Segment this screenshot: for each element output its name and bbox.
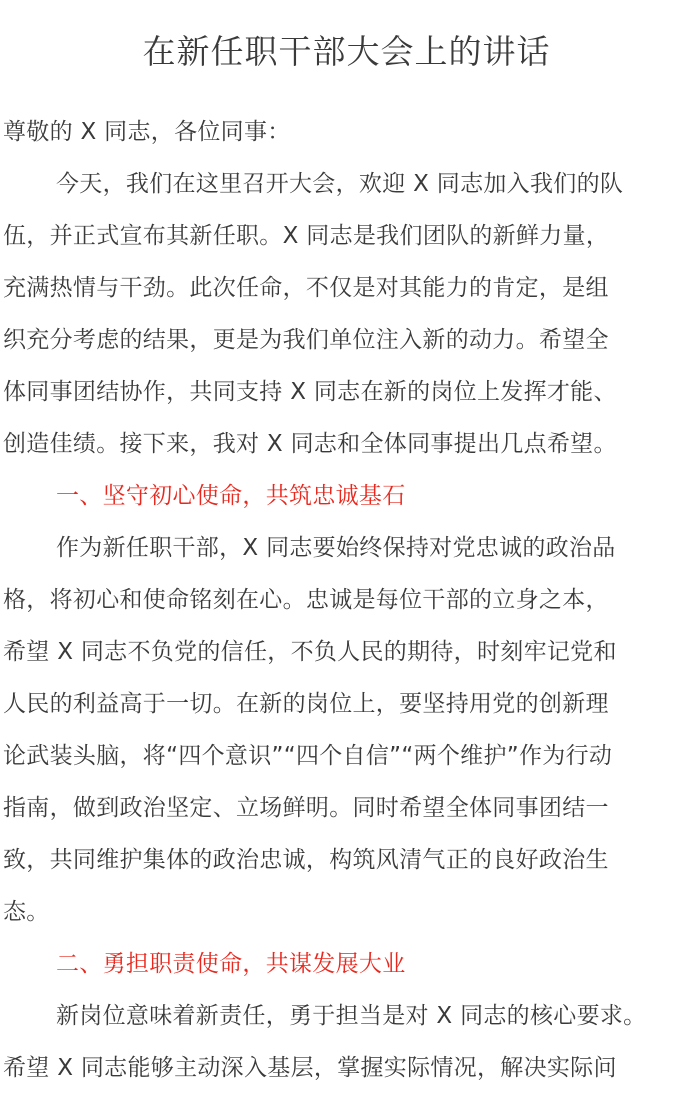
paragraph-line: 态。 bbox=[3, 899, 50, 925]
section-heading-1: 一、坚守初心使命，共筑忠诚基石 bbox=[56, 483, 406, 509]
paragraph-line: 人民的利益高于一切。在新的岗位上，要坚持用党的创新理 bbox=[3, 691, 609, 717]
paragraph-line: 论武装头脑，将“四个意识”“四个自信”“两个维护”作为行动 bbox=[3, 743, 613, 769]
section-heading-2: 二、勇担职责使命，共谋发展大业 bbox=[56, 951, 406, 977]
paragraph-line: 希望 X 同志不负党的信任，不负人民的期待，时刻牢记党和 bbox=[3, 639, 617, 665]
paragraph-line: 今天，我们在这里召开大会，欢迎 X 同志加入我们的队 bbox=[56, 171, 624, 197]
paragraph-line: 希望 X 同志能够主动深入基层，掌握实际情况，解决实际问 bbox=[3, 1055, 617, 1081]
speech-body bbox=[3, 106, 693, 1094]
paragraph-line: 指南，做到政治坚定、立场鲜明。同时希望全体同事团结一 bbox=[3, 795, 609, 821]
paragraph-line: 作为新任职干部，X 同志要始终保持对党忠诚的政治品 bbox=[56, 535, 616, 561]
paragraph-line: 充满热情与干劲。此次任命，不仅是对其能力的肯定，是组 bbox=[3, 275, 609, 301]
paragraph-line: 织充分考虑的结果，更是为我们单位注入新的动力。希望全 bbox=[3, 327, 609, 353]
salutation: 尊敬的 X 同志，各位同事： bbox=[3, 119, 291, 145]
paragraph-line: 创造佳绩。接下来，我对 X 同志和全体同事提出几点希望。 bbox=[3, 431, 617, 457]
page-title: 在新任职干部大会上的讲话 bbox=[142, 32, 551, 71]
paragraph-line: 格，将初心和使命铭刻在心。忠诚是每位干部的立身之本， bbox=[3, 587, 609, 613]
paragraph-line: 新岗位意味着新责任，勇于担当是对 X 同志的核心要求。 bbox=[56, 1003, 647, 1029]
paragraph-line: 伍，并正式宣布其新任职。X 同志是我们团队的新鲜力量， bbox=[3, 223, 610, 249]
paragraph-line: 致，共同维护集体的政治忠诚，构筑风清气正的良好政治生 bbox=[3, 847, 609, 873]
paragraph-line: 体同事团结协作，共同支持 X 同志在新的岗位上发挥才能、 bbox=[3, 379, 617, 405]
